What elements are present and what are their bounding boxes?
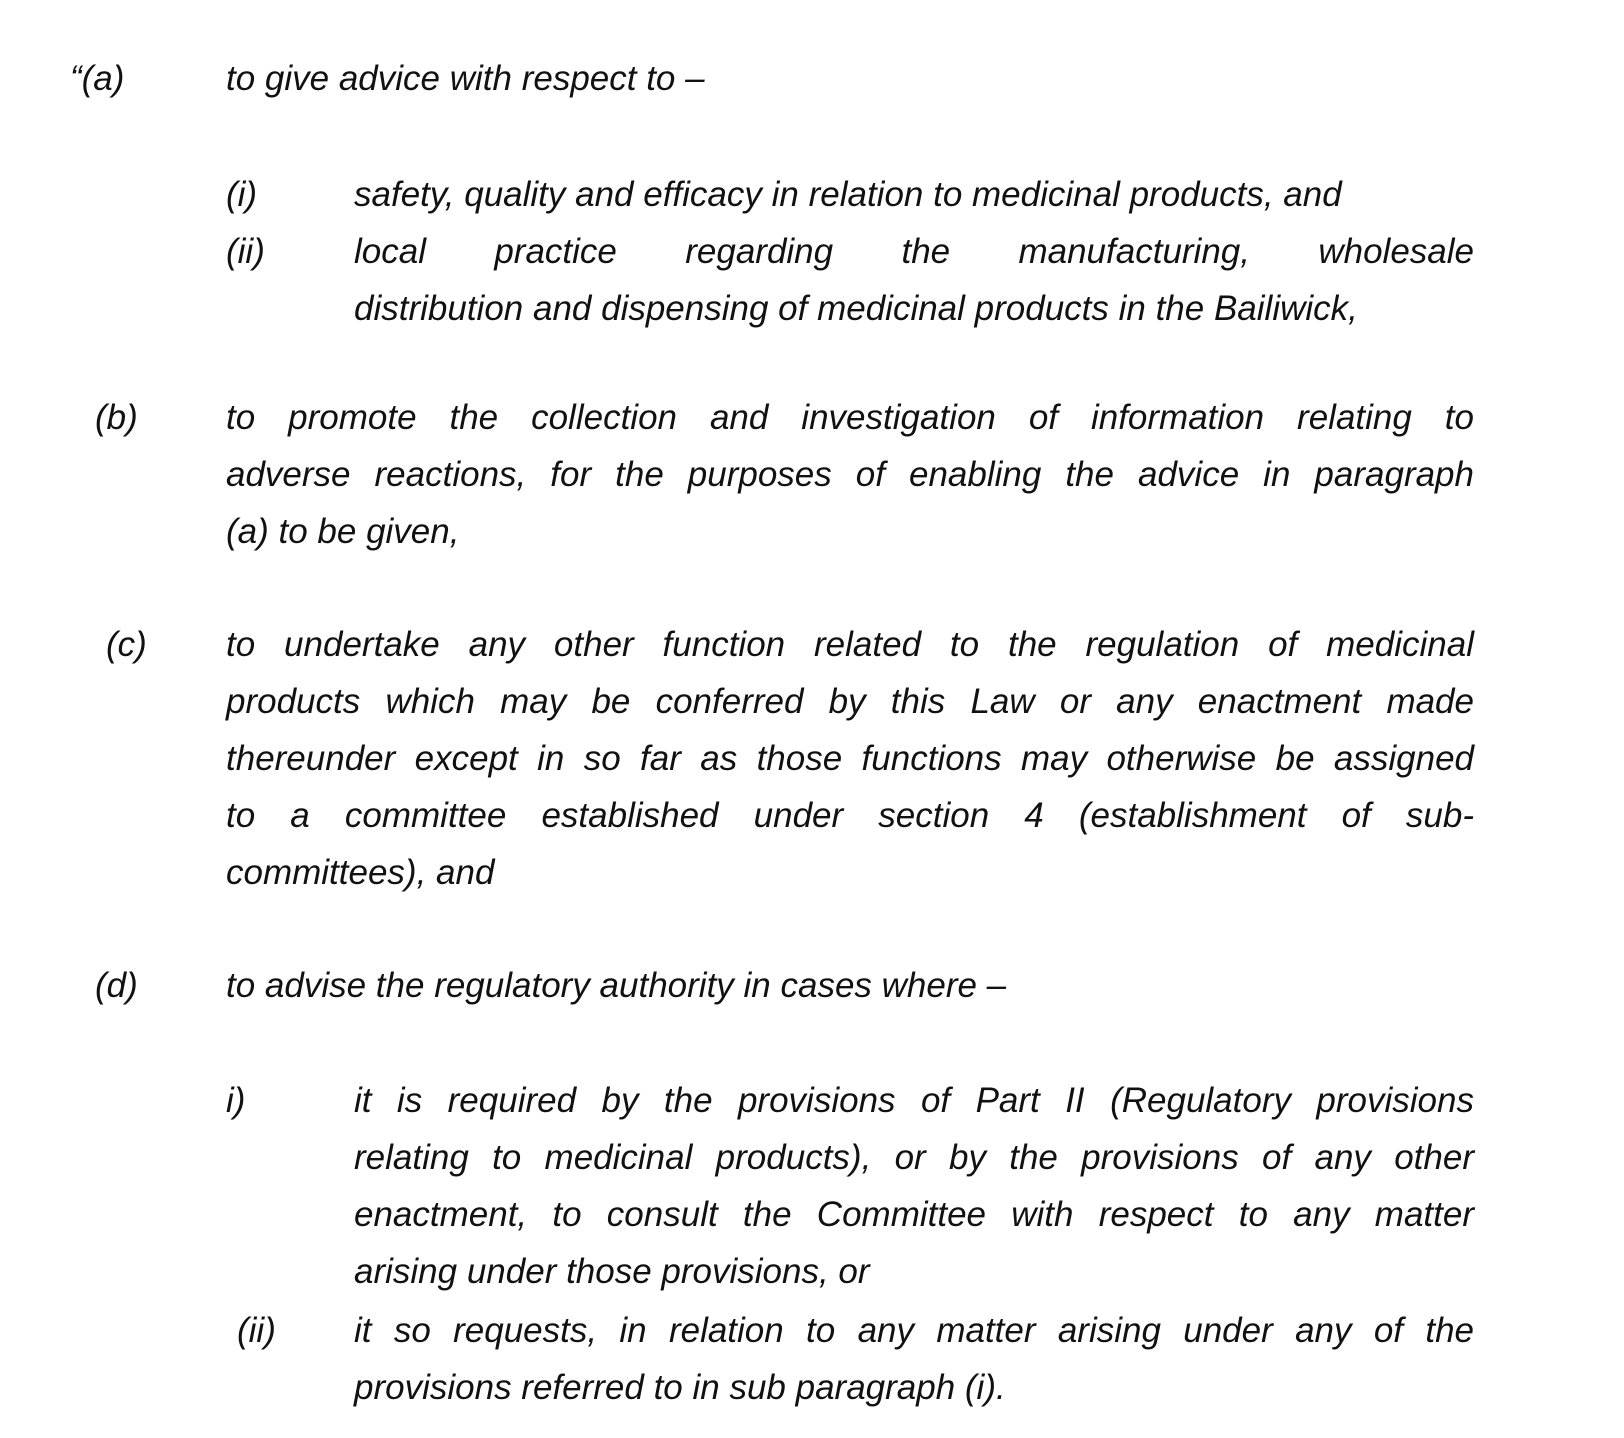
clause-d-item-1-text: [354, 1072, 1474, 1300]
clause-a-item-2-text: [354, 223, 1474, 337]
text-line: thereunder except in so far as those functions may otherwise be assigned: [226, 739, 1474, 778]
text-line: products which may be conferred by this Law or any enactment made: [226, 682, 1474, 721]
clause-a-item-1-text: safety, quality and efficacy in relation to medicinal products, and: [354, 175, 1342, 214]
clause-a-item-1-label: (i): [226, 175, 258, 214]
clause-c-label: (c): [106, 625, 147, 664]
text-line: to promote the collection and investigation of information relating to: [226, 398, 1474, 437]
clause-a-text: to give advice with respect to –: [226, 59, 705, 98]
text-line: provisions referred to in sub paragraph (i).: [354, 1368, 1006, 1407]
text-line: distribution and dispensing of medicinal products in the Bailiwick,: [354, 289, 1358, 328]
text-line: (a) to be given,: [226, 512, 460, 551]
text-line: it is required by the provisions of Part II (Regulatory provisions: [354, 1081, 1474, 1120]
text-line: arising under those provisions, or: [354, 1252, 870, 1291]
clause-d-label: (d): [95, 966, 138, 1005]
text-line: it so requests, in relation to any matter arising under any of the: [354, 1311, 1474, 1350]
clause-c-text: [226, 616, 1474, 901]
clause-b-label: (b): [95, 398, 138, 437]
text-line: relating to medicinal products), or by the provisions of any other: [354, 1138, 1474, 1177]
clause-b-text: [226, 389, 1474, 560]
text-line: to a committee established under section 4 (establishment of sub-: [226, 796, 1474, 835]
text-line: enactment, to consult the Committee with respect to any matter: [354, 1195, 1474, 1234]
text-line: committees), and: [226, 853, 495, 892]
text-line: local practice regarding the manufacturing, wholesale: [354, 232, 1474, 271]
text-line: adverse reactions, for the purposes of enabling the advice in paragraph: [226, 455, 1474, 494]
clause-d-item-2-text: [354, 1302, 1474, 1416]
clause-a-item-2-label: (ii): [226, 232, 265, 271]
clause-d-text: to advise the regulatory authority in cases where –: [226, 966, 1007, 1005]
clause-d-item-1-label: i): [226, 1081, 246, 1120]
text-line: to undertake any other function related to the regulation of medicinal: [226, 625, 1474, 664]
clause-a-label: “(a): [70, 59, 125, 98]
clause-d-item-2-label: (ii): [237, 1311, 276, 1350]
